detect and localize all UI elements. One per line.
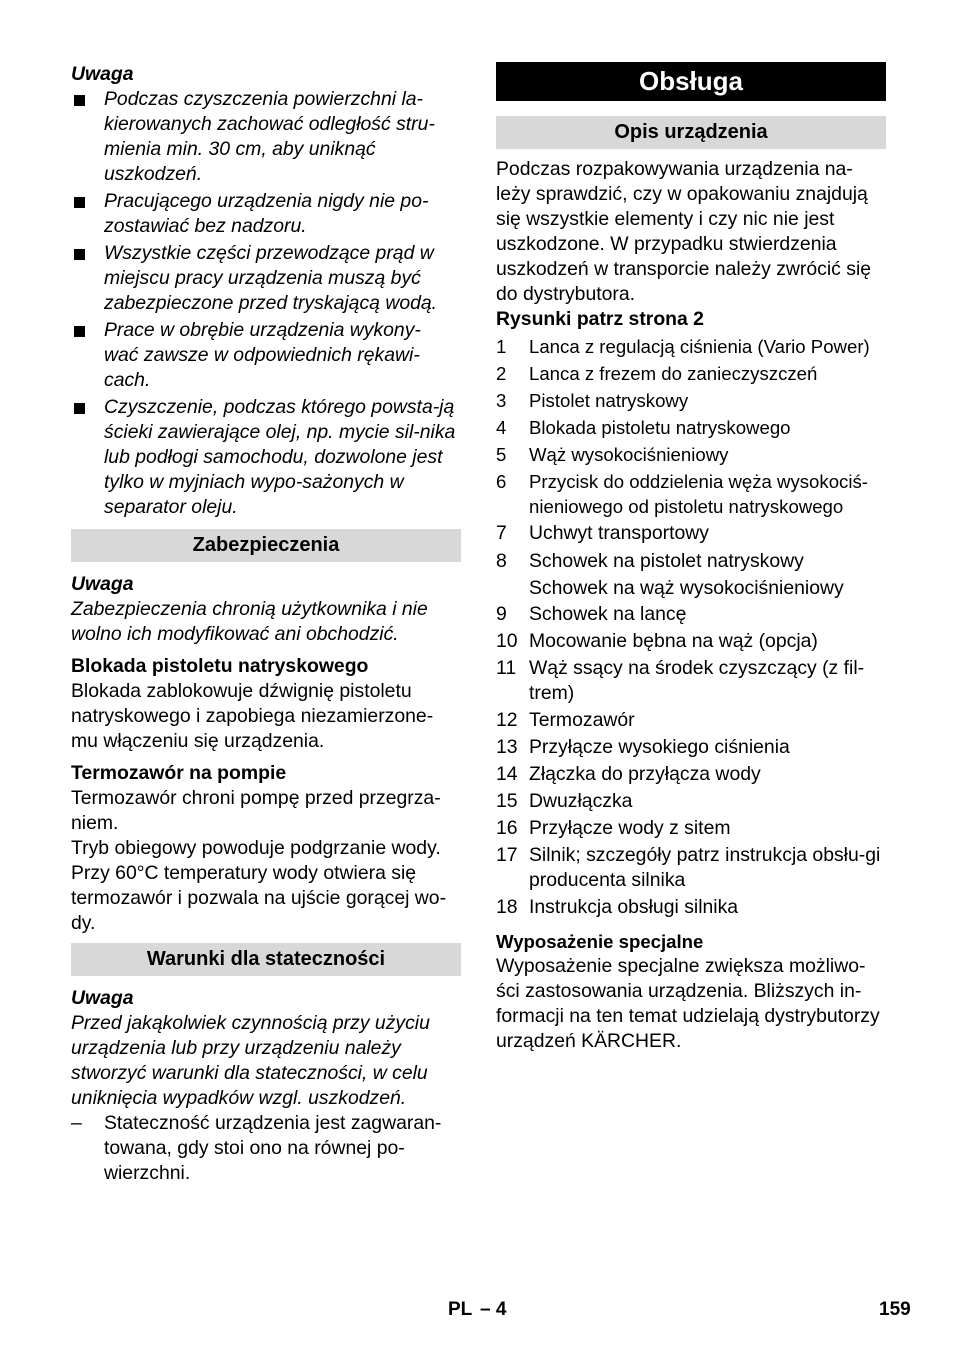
stability-note: Przed jakąkolwiek czynnością przy użyciu urządzenia lub przy urządzeniu należy stworzyć warunki dla stateczności, w celu uniknięcia wypadków wzgl. uszkodzeń. — [71, 1012, 430, 1109]
note-label: Uwaga — [71, 573, 134, 595]
list-item: 7 Uchwyt transportowy — [496, 522, 709, 544]
list-item: 10 Mocowanie bębna na wąż (opcja) — [496, 630, 818, 652]
list-item: 4 Blokada pistoletu natryskowego — [496, 417, 791, 438]
square-bullet-icon — [74, 95, 85, 106]
bullet-item — [71, 87, 461, 187]
bullet-item — [71, 241, 461, 316]
section-header-description: Opis urządzenia — [496, 116, 886, 149]
square-bullet-icon — [74, 326, 85, 337]
list-item: 9 Schowek na lancę — [496, 603, 687, 625]
dash-item-text: Stateczność urządzenia jest zagwaran-towana, gdy stoi ono na równej po-wierzchni. — [104, 1112, 442, 1184]
gun-lock-text: Blokada zablokowuje dźwignię pistoletu natryskowego i zapobiega niezamierzone-mu włączeniu się urządzenia. — [71, 680, 434, 752]
gun-lock-title: Blokada pistoletu natryskowego — [71, 655, 369, 677]
chapter-title: Obsługa — [496, 62, 886, 101]
thermo-valve-text: Termozawór chroni pompę przed przegrza-niem. — [71, 787, 441, 834]
list-item: 14 Złączka do przyłącza wody — [496, 763, 761, 785]
bullet-text: Prace w obrębie urządzenia wykony-wać zawsze w odpowiednich rękawi-cach. — [104, 319, 421, 391]
list-item: 5 Wąż wysokociśnieniowy — [496, 444, 729, 465]
square-bullet-icon — [74, 197, 85, 208]
thermo-valve-text-2: Tryb obiegowy powoduje podgrzanie wody. Przy 60°C temperatury wody otwiera się termozawór i pozwala na ujście gorącej wo-dy. — [71, 837, 447, 934]
left-column — [71, 62, 461, 1186]
safety-note: Zabezpieczenia chronią użytkownika i nie wolno ich modyfikować ani obchodzić. — [71, 598, 428, 645]
list-item: 1 Lanca z regulacją ciśnienia (Vario Power) — [496, 336, 870, 357]
list-item: 11 Wąż ssący na środek czyszczący (z fil-trem) — [496, 657, 865, 704]
list-item: 17 Silnik; szczegóły patrz instrukcja obsłu-gi producenta silnika — [496, 844, 881, 891]
section-header-stability: Warunki dla stateczności — [71, 943, 461, 976]
accessories-title: Wyposażenie specjalne — [496, 931, 704, 952]
footer-language: PL — [448, 1299, 473, 1320]
list-item: 8 Schowek na pistolet natryskowy Schowek na wąż wysokociśnieniowy — [496, 550, 844, 599]
bullet-item — [71, 318, 461, 393]
figures-reference: Rysunki patrz strona 2 — [496, 308, 704, 330]
list-item: 15 Dwuzłączka — [496, 790, 633, 812]
right-column — [496, 62, 886, 1054]
list-item: 12 Termozawór — [496, 709, 635, 731]
dash-item — [71, 1111, 461, 1186]
component-list — [496, 334, 886, 920]
list-item: 6 Przycisk do oddzielenia węża wysokociś-nieniowego od pistoletu natryskowego — [496, 471, 868, 517]
dash-bullet: – — [71, 1112, 82, 1134]
bullet-item — [71, 189, 461, 239]
list-item: 13 Przyłącze wysokiego ciśnienia — [496, 736, 790, 758]
bullet-text: Pracującego urządzenia nigdy nie po-zostawiać bez nadzoru. — [104, 190, 429, 237]
note-label: Uwaga — [71, 63, 134, 85]
bullet-text: Wszystkie części przewodzące prąd w miejscu pracy urządzenia muszą być zabezpieczone przed tryskającą wodą. — [104, 242, 438, 314]
accessories-text: Wyposażenie specjalne zwiększa możliwo-ści zastosowania urządzenia. Bliższych in-formacji na ten temat udzielają dystrybutorzy urządzeń KÄRCHER. — [496, 955, 880, 1052]
description-intro: Podczas rozpakowywania urządzenia na-leży sprawdzić, czy w opakowaniu znajdują się wszystkie elementy i czy nic nie jest uszkodzone. W przypadku stwierdzenia uszkodzeń w transporcie należy zwrócić się do dystrybutora. — [496, 158, 872, 305]
square-bullet-icon — [74, 249, 85, 260]
bullet-text: Podczas czyszczenia powierzchni la-kierowanych zachować odległość stru-mienia min. 30 cm, aby uniknąć uszkodzeń. — [104, 88, 435, 185]
note-label: Uwaga — [71, 987, 134, 1009]
footer-page-number: 159 — [879, 1299, 911, 1320]
thermo-valve-title: Termozawór na pompie — [71, 762, 287, 784]
list-item: 3 Pistolet natryskowy — [496, 390, 689, 411]
list-item: 18 Instrukcja obsługi silnika — [496, 896, 739, 918]
list-item: 2 Lanca z frezem do zanieczyszczeń — [496, 363, 818, 384]
bullet-text: Czyszczenie, podczas którego powsta-ją ścieki zawierające olej, np. mycie sil-nika lub podłogi samochodu, dozwolone jest tylko w myjniach wypo-sażonych w separator oleju. — [104, 396, 456, 518]
section-header-safety: Zabezpieczenia — [71, 529, 461, 562]
list-item: 16 Przyłącze wody z sitem — [496, 817, 731, 839]
bullet-item — [71, 395, 461, 520]
footer-page-label: – 4 — [480, 1299, 507, 1320]
square-bullet-icon — [74, 403, 85, 414]
